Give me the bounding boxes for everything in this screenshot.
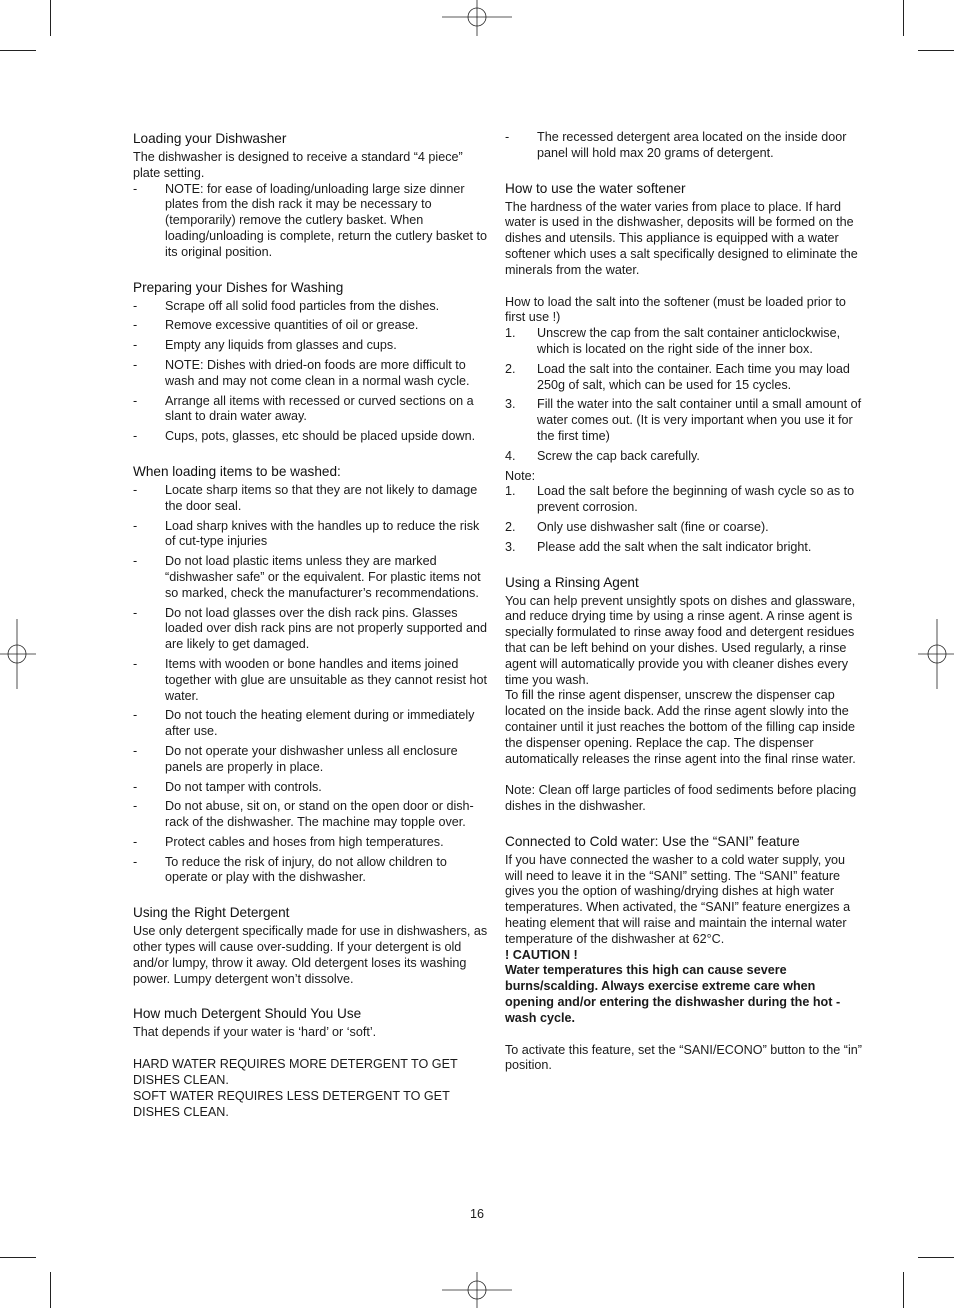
softener-notes (505, 484, 863, 555)
crop-mark (50, 1272, 51, 1308)
list-item: - Do not load plastic items unless they are marked “dishwasher safe” or the equivalent. For plastic items not so marked, check the manufacturer’s recommendations. (133, 554, 481, 600)
crop-mark (903, 0, 904, 36)
section-sani (505, 833, 863, 1074)
heading-rinsing: Using a Rinsing Agent (505, 574, 639, 590)
registration-mark-icon (0, 619, 36, 689)
crop-mark (903, 1272, 904, 1308)
crop-mark (50, 0, 51, 36)
rinsing-text-1: You can help prevent unsightly spots on dishes and glassware, and reduce drying time by using a rinse agent. A rinse agent is specially formulated to rinse away food and detergent residues that can be left behind on your dishes. Used regularly, a rinse agent will automatically provide you with cleaner dishes every time you wash. (505, 593, 856, 687)
list-item: - Cups, pots, glasses, etc should be placed upside down. (133, 429, 476, 444)
softener-text: The hardness of the water varies from place to place. If hard water is used in the dishwasher, deposits will be formed on the dishes and utensils. This appliance is equipped with a water softener which uses a salt specifically designed to eliminate the minerals from the water. (505, 199, 858, 277)
right-column (505, 130, 863, 1092)
heading-loading: Loading your Dishwasher (133, 131, 287, 146)
section-how-much (133, 1005, 489, 1120)
loading-intro: The dishwasher is designed to receive a standard “4 piece” plate setting. (133, 150, 463, 180)
list-item: 1. Unscrew the cap from the salt container anticlockwise, which is located on the right side of the inner box. (505, 326, 841, 356)
when-loading-list (133, 483, 489, 886)
page-number: 16 (469, 1207, 485, 1221)
list-item: - Arrange all items with recessed or curved sections on a slant to drain water away. (133, 393, 474, 424)
rinsing-text-2: To fill the rinse agent dispenser, unscrew the dispenser cap located on the inside back. Add the rinse agent slowly into the container until it just reaches the bottom of the filling cap inside the dispenser opening. Replace the cap. The dispenser automatically releases the rinse agent into the final rinse water. (505, 688, 856, 766)
loading-list (133, 182, 489, 261)
registration-mark-icon (918, 619, 954, 689)
section-detergent (133, 904, 489, 987)
left-column (133, 130, 489, 1138)
heading-sani: Connected to Cold water: Use the “SANI” feature (505, 833, 800, 849)
crop-mark (0, 1257, 36, 1258)
caution-text: Water temperatures this high can cause severe burns/scalding. Always exercise extreme care when opening and/or entering the dishwasher during the hot - wash cycle. (505, 963, 841, 1025)
list-item: 3. Please add the salt when the salt indicator bright. (505, 539, 812, 554)
heading-when-loading: When loading items to be washed: (133, 463, 341, 479)
detergent-text: Use only detergent specifically made for use in dishwashers, as other types will cause over-sudding. If your detergent is old and/or lumpy, throw it away. Old detergent loses its washing power. Lumpy detergent won’t dissolve. (133, 924, 488, 986)
list-item: - Do not tamper with controls. (133, 779, 322, 794)
list-item: - Scrape off all solid food particles from the dishes. (133, 298, 440, 313)
softener-load-intro: How to load the salt into the softener (must be loaded prior to first use !) (505, 294, 846, 325)
section-when-loading (133, 463, 489, 886)
list-item: - Locate sharp items so that they are not likely to damage the door seal. (133, 482, 478, 513)
list-item: - NOTE: Dishes with dried-on foods are more difficult to wash and may not come clean in a normal wash cycle. (133, 357, 470, 388)
list-item: - Protect cables and hoses from high temperatures. (133, 834, 444, 849)
registration-mark-icon (442, 1272, 512, 1308)
heading-detergent: Using the Right Detergent (133, 905, 290, 921)
softener-steps (505, 326, 863, 464)
section-loading (133, 130, 489, 261)
list-item: - To reduce the risk of injury, do not allow children to operate or play with the dishwasher. (133, 854, 447, 885)
list-item: - Remove excessive quantities of oil or grease. (133, 318, 419, 333)
list-item: - Items with wooden or bone handles and items joined together with glue are unsuitable as they cannot resist hot water. (133, 656, 488, 703)
section-rinsing (505, 574, 863, 815)
list-item: 2. Load the salt into the container. Each time you may load 250g of salt, which can be used for 15 cycles. (505, 361, 850, 392)
recessed-list (505, 130, 863, 162)
heading-preparing: Preparing your Dishes for Washing (133, 279, 344, 295)
preparing-list (133, 299, 489, 445)
sani-activate-text: To activate this feature, set the “SANI/ECONO” button to the “in” position. (505, 1042, 862, 1073)
list-item: - The recessed detergent area located on the inside door panel will hold max 20 grams of detergent. (505, 130, 847, 160)
rinsing-note: Note: Clean off large particles of food sediments before placing dishes in the dishwasher. (505, 783, 857, 814)
crop-mark (0, 50, 36, 51)
hard-water-text: HARD WATER REQUIRES MORE DETERGENT TO GET DISHES CLEAN. (133, 1057, 458, 1088)
heading-softener: How to use the water softener (505, 180, 686, 196)
list-item: - Do not abuse, sit on, or stand on the open door or dish-rack of the dishwasher. The machine may topple over. (133, 799, 474, 830)
list-item: - Do not load glasses over the dish rack pins. Glasses loaded over dish rack pins are not properly supported and are likely to get damaged. (133, 605, 488, 652)
registration-mark-icon (442, 0, 512, 36)
section-recessed (505, 130, 863, 162)
section-preparing (133, 279, 489, 445)
list-item: 3. Fill the water into the salt container until a small amount of water comes out. (It is very important when you use it for the first time) (505, 397, 862, 443)
list-item: - Do not touch the heating element during or immediately after use. (133, 708, 475, 739)
list-item: - Load sharp knives with the handles up to reduce the risk of cut-type injuries (133, 518, 480, 549)
section-softener (505, 180, 863, 556)
list-item: 1. Load the salt before the beginning of wash cycle so as to prevent corrosion. (505, 484, 855, 515)
list-item: 2. Only use dishwasher salt (fine or coarse). (505, 519, 769, 534)
how-much-text: That depends if your water is ‘hard’ or ‘soft’. (133, 1025, 377, 1040)
soft-water-text: SOFT WATER REQUIRES LESS DETERGENT TO GET DISHES CLEAN. (133, 1088, 450, 1119)
list-item: 4. Screw the cap back carefully. (505, 448, 700, 463)
softener-note-label: Note: (505, 468, 536, 483)
list-item: - Empty any liquids from glasses and cups. (133, 338, 397, 353)
caution-title: ! CAUTION ! (505, 947, 578, 962)
sani-text: If you have connected the washer to a cold water supply, you will need to leave it in the “SANI” setting. The “SANI” feature gives you the option of washing/drying dishes at high water temperatures. When activated, the “SANI” feature energizes a heating element that will raise and maintain the internal water temperature of the dishwasher at 62°C. (505, 852, 851, 946)
crop-mark (918, 1257, 954, 1258)
list-item: - NOTE: for ease of loading/unloading large size dinner plates from the dish rack it may be necessary to (temporarily) remove the cutlery basket. When loading/unloading is complete, return the cutlery basket to its original position. (133, 181, 488, 259)
heading-how-much: How much Detergent Should You Use (133, 1006, 362, 1022)
list-item: - Do not operate your dishwasher unless all enclosure panels are properly in place. (133, 743, 458, 774)
crop-mark (918, 50, 954, 51)
